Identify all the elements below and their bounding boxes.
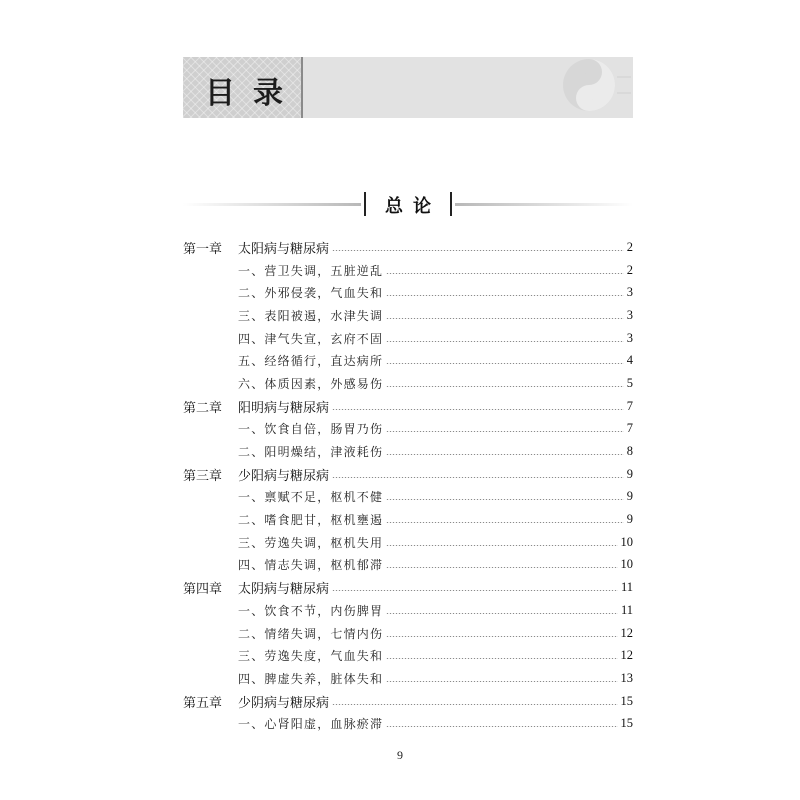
toc-section-row[interactable] bbox=[183, 440, 633, 463]
toc-entry-label bbox=[183, 330, 383, 347]
toc-page-number: 8 bbox=[626, 444, 633, 459]
toc-page-number: 7 bbox=[626, 398, 633, 413]
toc-entry-title: 二、外邪侵袭，气血失和 bbox=[238, 286, 384, 301]
dot-leader bbox=[332, 590, 618, 591]
toc-section-row[interactable] bbox=[183, 349, 633, 372]
toc-entry-title: 太阳病与糖尿病 bbox=[238, 241, 330, 257]
toc-chapter-row[interactable] bbox=[183, 236, 633, 259]
toc-section-row[interactable] bbox=[183, 508, 633, 531]
toc-entry-label bbox=[183, 625, 383, 642]
toc-section-row[interactable] bbox=[183, 281, 633, 304]
toc-section-row[interactable] bbox=[183, 622, 633, 645]
toc-entry-title: 一、饮食不节，内伤脾胃 bbox=[238, 603, 384, 618]
toc-page-number: 11 bbox=[620, 580, 633, 595]
toc-chapter-row[interactable] bbox=[183, 463, 633, 486]
toc-entry-title: 二、阳明燥结，津液耗伤 bbox=[238, 445, 384, 460]
dot-leader bbox=[386, 681, 617, 682]
dot-leader bbox=[386, 726, 617, 727]
toc-section-row[interactable] bbox=[183, 599, 633, 622]
toc-section-row[interactable] bbox=[183, 259, 633, 282]
toc-page-number: 13 bbox=[620, 670, 633, 685]
dot-leader bbox=[386, 613, 618, 614]
toc-entry-title: 三、劳逸失度，气血失和 bbox=[238, 649, 384, 664]
dot-leader bbox=[386, 273, 624, 274]
toc-entry-title: 少阳病与糖尿病 bbox=[238, 468, 330, 484]
toc-entry-label bbox=[183, 307, 383, 324]
dot-leader bbox=[386, 431, 624, 432]
toc-entry-label bbox=[183, 578, 329, 597]
toc-entry-label bbox=[183, 647, 383, 664]
toc-page-number: 9 bbox=[626, 489, 633, 504]
toc-entry-title: 六、体质因素，外感易伤 bbox=[238, 376, 384, 391]
toc-page-number: 3 bbox=[626, 330, 633, 345]
toc-entry-title: 少阴病与糖尿病 bbox=[238, 695, 330, 711]
toc-entry-label bbox=[183, 238, 329, 257]
toc-entry-title: 二、情绪失调，七情内伤 bbox=[238, 626, 384, 641]
chapter-number: 第四章 bbox=[183, 582, 223, 598]
toc-section-row[interactable] bbox=[183, 327, 633, 350]
toc-entry-label bbox=[183, 375, 383, 392]
toc-section-row[interactable] bbox=[183, 418, 633, 441]
toc-entry-label bbox=[183, 420, 383, 437]
toc-page-number: 9 bbox=[626, 512, 633, 527]
toc-entry-title: 一、禀赋不足，枢机不健 bbox=[238, 490, 384, 505]
divider-bar-right bbox=[450, 192, 452, 216]
toc-entry-label bbox=[183, 465, 329, 484]
dot-leader bbox=[386, 386, 624, 387]
toc-page-number: 12 bbox=[620, 648, 633, 663]
toc-entry-label bbox=[183, 284, 383, 301]
toc-chapter-row[interactable] bbox=[183, 576, 633, 599]
chapter-number: 第二章 bbox=[183, 400, 223, 416]
toc-page-number: 12 bbox=[620, 625, 633, 640]
toc-page-number: 7 bbox=[626, 421, 633, 436]
chapter-number: 第一章 bbox=[183, 241, 223, 257]
chapter-number: 第三章 bbox=[183, 468, 223, 484]
dot-leader bbox=[332, 409, 624, 410]
toc-entry-label bbox=[183, 556, 383, 573]
toc-page-number: 2 bbox=[626, 239, 633, 254]
section-heading bbox=[183, 189, 633, 219]
toc-section-row[interactable] bbox=[183, 486, 633, 509]
dot-leader bbox=[386, 545, 617, 546]
toc-entry-title: 一、心肾阳虚，血脉瘀滞 bbox=[238, 717, 384, 732]
toc-page-number: 3 bbox=[626, 285, 633, 300]
page-title: 目录 bbox=[205, 76, 301, 111]
toc-entry-title: 五、经络循行，直达病所 bbox=[238, 354, 384, 369]
divider-right bbox=[455, 203, 633, 206]
yin-yang-icon bbox=[543, 57, 633, 118]
toc-section-row[interactable] bbox=[183, 531, 633, 554]
section-title: 总论 bbox=[385, 196, 441, 217]
toc-chapter-row[interactable] bbox=[183, 395, 633, 418]
dot-leader bbox=[332, 704, 617, 705]
toc-page-number: 10 bbox=[620, 557, 633, 572]
dot-leader bbox=[386, 522, 624, 523]
dot-leader bbox=[386, 658, 617, 659]
toc-entry-label bbox=[183, 715, 383, 732]
divider-left bbox=[183, 203, 361, 206]
toc-entry-title: 三、劳逸失调，枢机失用 bbox=[238, 535, 384, 550]
toc-section-row[interactable] bbox=[183, 372, 633, 395]
toc-entry-label bbox=[183, 602, 383, 619]
toc-page-number: 3 bbox=[626, 307, 633, 322]
toc-entry-label bbox=[183, 670, 383, 687]
toc-entry-label bbox=[183, 397, 329, 416]
toc-page-number: 9 bbox=[626, 466, 633, 481]
toc-entry-label bbox=[183, 443, 383, 460]
toc-chapter-row[interactable] bbox=[183, 690, 633, 713]
dot-leader bbox=[386, 363, 624, 364]
toc-page-number: 10 bbox=[620, 534, 633, 549]
toc-entry-title: 四、脾虚失养，脏体失和 bbox=[238, 671, 384, 686]
dot-leader bbox=[332, 477, 624, 478]
toc-entry-title: 一、营卫失调，五脏逆乱 bbox=[238, 263, 384, 278]
toc-section-row[interactable] bbox=[183, 304, 633, 327]
table-of-contents bbox=[183, 236, 633, 735]
toc-entry-title: 二、嗜食肥甘，枢机壅遏 bbox=[238, 513, 384, 528]
toc-entry-title: 阳明病与糖尿病 bbox=[238, 400, 330, 416]
toc-entry-title: 四、津气失宣，玄府不固 bbox=[238, 331, 384, 346]
toc-section-row[interactable] bbox=[183, 554, 633, 577]
toc-page-number: 15 bbox=[620, 693, 633, 708]
dot-leader bbox=[386, 295, 624, 296]
toc-section-row[interactable] bbox=[183, 644, 633, 667]
toc-page-number: 4 bbox=[626, 353, 633, 368]
toc-section-row[interactable] bbox=[183, 667, 633, 690]
dot-leader bbox=[386, 567, 617, 568]
toc-entry-label bbox=[183, 692, 329, 711]
toc-section-row[interactable] bbox=[183, 712, 633, 735]
toc-page-number: 15 bbox=[620, 716, 633, 731]
dot-leader bbox=[386, 454, 624, 455]
header-banner bbox=[183, 57, 633, 118]
toc-page-number: 2 bbox=[626, 262, 633, 277]
toc-entry-label bbox=[183, 262, 383, 279]
toc-entry-title: 三、表阳被遏，水津失调 bbox=[238, 308, 384, 323]
dot-leader bbox=[386, 636, 617, 637]
toc-entry-title: 四、情志失调，枢机郁滞 bbox=[238, 558, 384, 573]
dot-leader bbox=[332, 250, 624, 251]
toc-entry-label bbox=[183, 511, 383, 528]
toc-page-number: 5 bbox=[626, 375, 633, 390]
toc-entry-title: 一、饮食自倍，肠胃乃伤 bbox=[238, 422, 384, 437]
dot-leader bbox=[386, 341, 624, 342]
toc-entry-label bbox=[183, 488, 383, 505]
page-number: 9 bbox=[397, 748, 403, 762]
dot-leader bbox=[386, 318, 624, 319]
toc-page-number: 11 bbox=[620, 602, 633, 617]
toc-entry-label bbox=[183, 352, 383, 369]
chapter-number: 第五章 bbox=[183, 695, 223, 711]
toc-entry-label bbox=[183, 534, 383, 551]
toc-entry-title: 太阴病与糖尿病 bbox=[238, 582, 330, 598]
dot-leader bbox=[386, 499, 624, 500]
